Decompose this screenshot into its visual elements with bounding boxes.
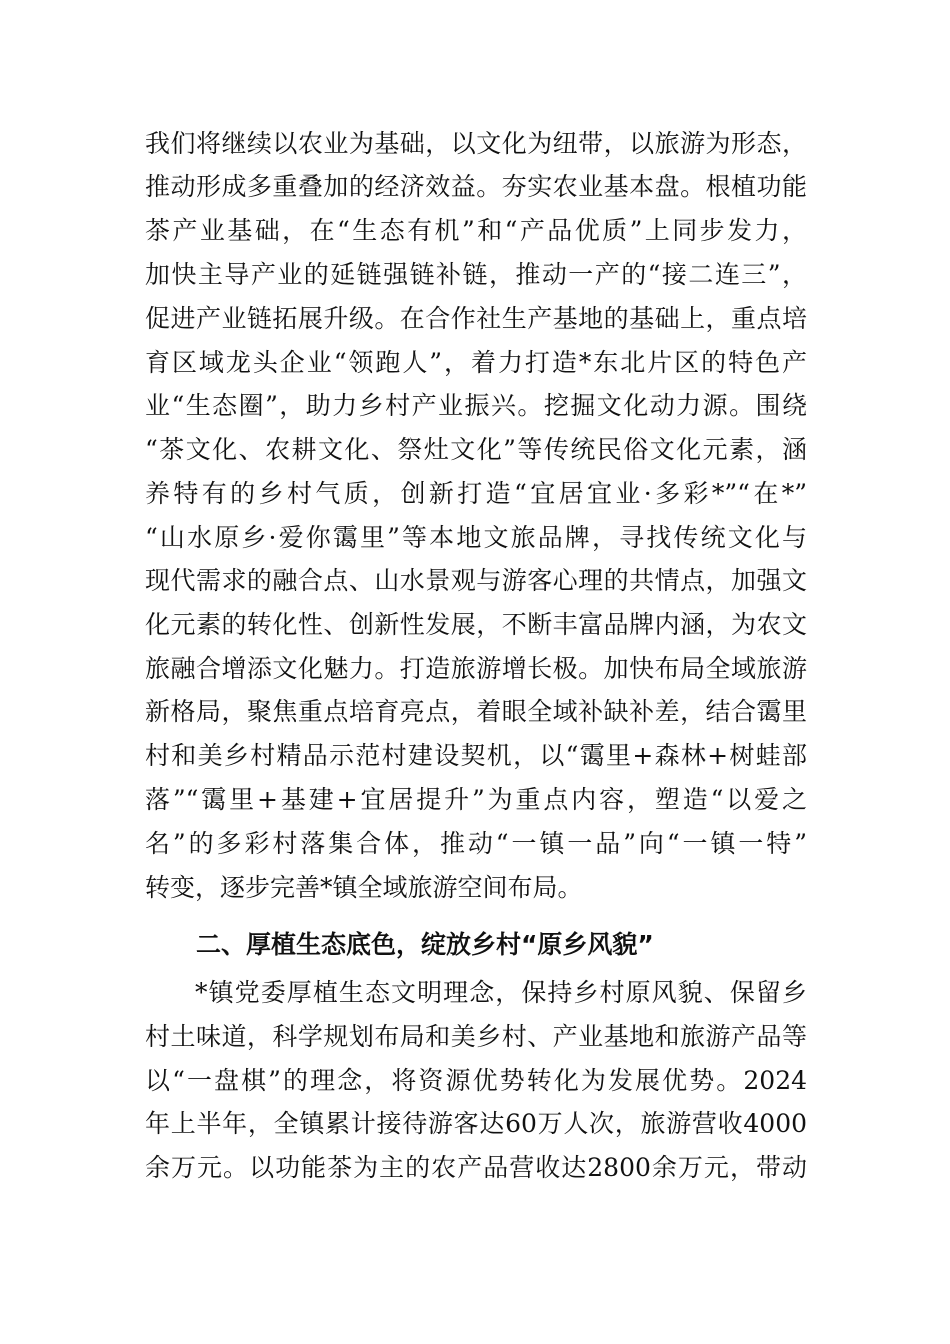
text-line: “茶文化、农耕文化、祭灶文化”等传统民俗文化元素，涵	[145, 435, 807, 464]
text-line: 养特有的乡村气质，创新打造“宜居宜业·多彩*”“在*”	[145, 479, 807, 508]
text-line: 落”“霭里+基建+宜居提升”为重点内容，塑造“以爱之	[145, 785, 807, 814]
section-heading: 二、厚植生态底色，绽放乡村“原乡风貌”	[196, 930, 654, 959]
text-line: 以“一盘棋”的理念，将资源优势转化为发展优势。2024	[145, 1066, 807, 1095]
text-line: 加快主导产业的延链强链补链，推动一产的“接二连三”，	[145, 260, 807, 289]
text-line: 转变，逐步完善*镇全域旅游空间布局。	[145, 873, 583, 902]
text-line: 茶产业基础，在“生态有机”和“产品优质”上同步发力，	[145, 216, 807, 245]
text-line: 村和美乡村精品示范村建设契机，以“霭里+森林+树蛙部	[145, 741, 807, 770]
text-line: 年上半年，全镇累计接待游客达60万人次，旅游营收4000	[145, 1109, 807, 1138]
text-line: 名”的多彩村落集合体，推动“一镇一品”向“一镇一特”	[145, 829, 807, 858]
text-line: 村土味道，科学规划布局和美乡村、产业基地和旅游产品等	[145, 1022, 807, 1051]
text-line: 我们将继续以农业为基础，以文化为纽带，以旅游为形态，	[145, 129, 807, 158]
text-line: *镇党委厚植生态文明理念，保持乡村原风貌、保留乡	[195, 978, 807, 1007]
text-line: 业“生态圈”，助力乡村产业振兴。挖掘文化动力源。围绕	[145, 391, 807, 420]
text-line: 化元素的转化性、创新性发展，不断丰富品牌内涵，为农文	[145, 610, 807, 639]
text-line: 促进产业链拓展升级。在合作社生产基地的基础上，重点培	[145, 304, 807, 333]
text-line: “山水原乡·爱你霭里”等本地文旅品牌，寻找传统文化与	[145, 523, 807, 552]
text-line: 现代需求的融合点、山水景观与游客心理的共情点，加强文	[145, 566, 807, 595]
text-line: 新格局，聚焦重点培育亮点，着眼全域补缺补差，结合霭里	[145, 697, 807, 726]
text-line: 余万元。以功能茶为主的农产品营收达2800余万元，带动	[145, 1153, 807, 1182]
text-line: 育区域龙头企业“领跑人”，着力打造*东北片区的特色产	[145, 348, 807, 377]
text-line: 旅融合增添文化魅力。打造旅游增长极。加快布局全域旅游	[145, 654, 807, 683]
text-line: 推动形成多重叠加的经济效益。夯实农业基本盘。根植功能	[145, 172, 807, 201]
